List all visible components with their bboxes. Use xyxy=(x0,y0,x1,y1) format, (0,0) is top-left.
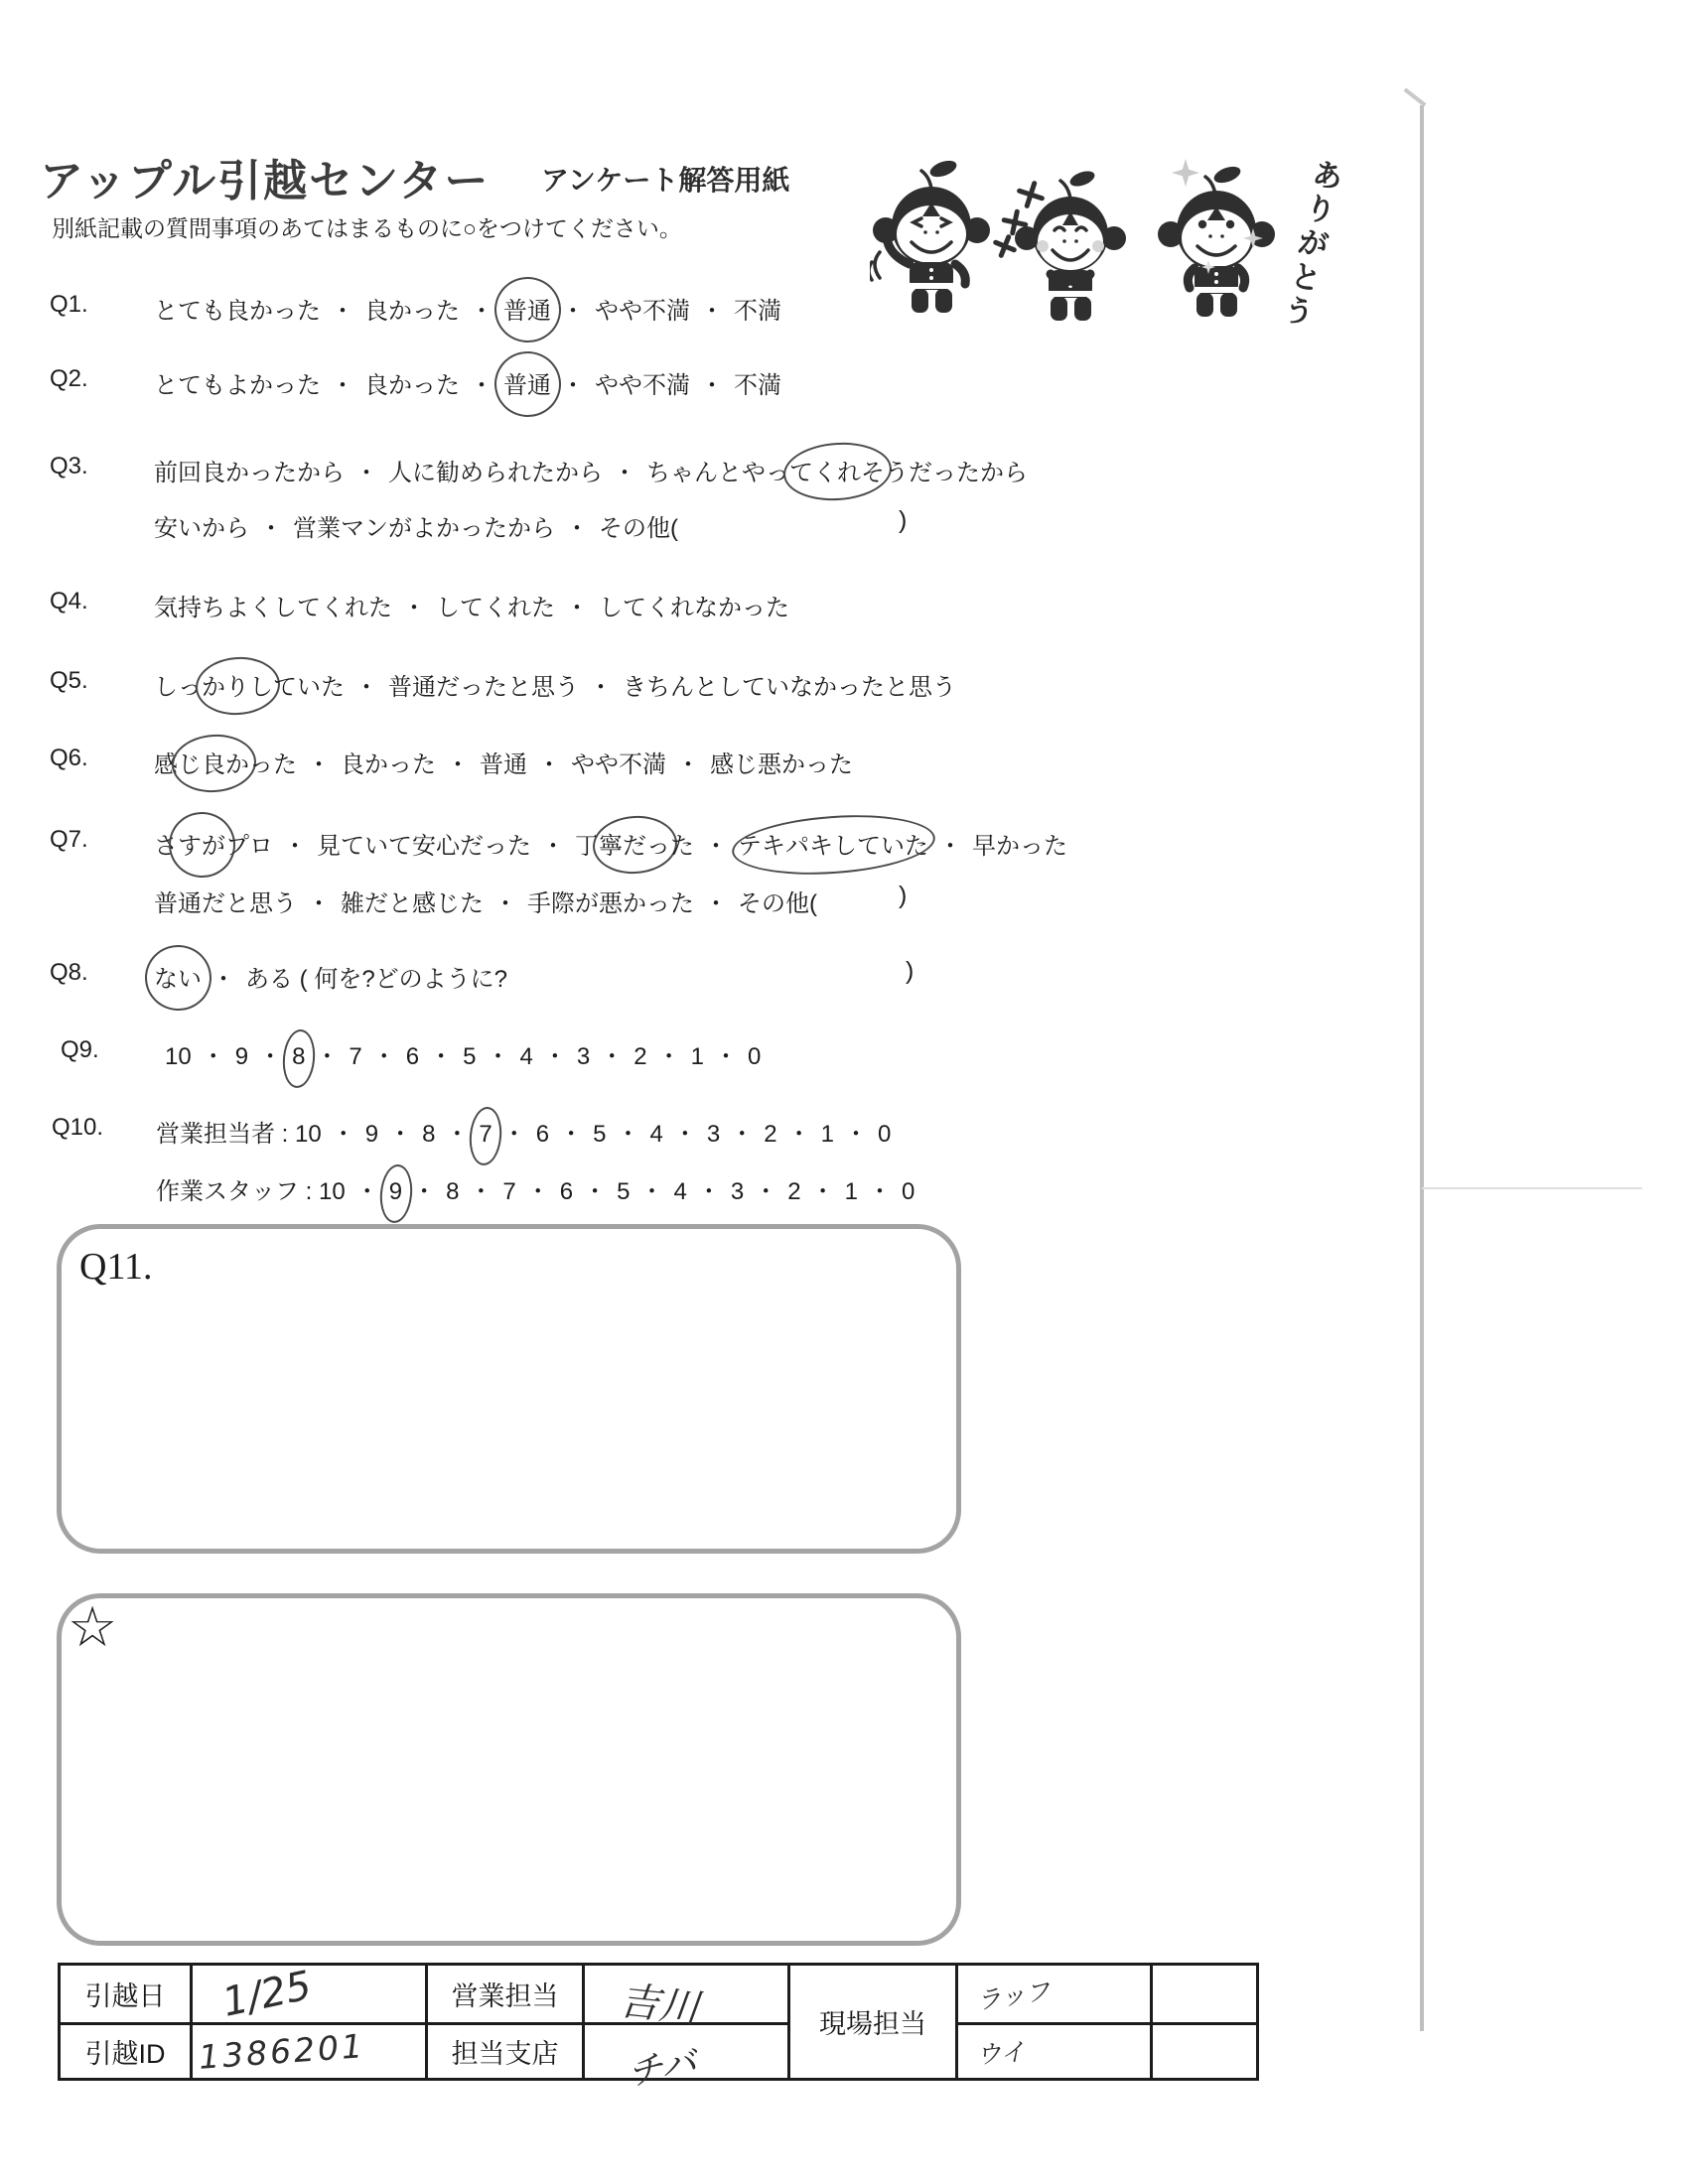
option-separator: ・ xyxy=(331,1121,355,1148)
option-text: 10 xyxy=(165,1043,192,1070)
option-separator: ・ xyxy=(537,751,561,778)
option-separator: ・ xyxy=(713,1043,738,1070)
option-text: 人に勧められたから xyxy=(388,460,603,486)
option-text: 丁 xyxy=(575,833,599,860)
question-line-q7b xyxy=(154,884,817,918)
option-text: 2 xyxy=(787,1178,801,1205)
option-separator: ・ xyxy=(315,1043,340,1070)
circled-answer: 寧だっ xyxy=(599,826,670,861)
question-line-q10b xyxy=(156,1171,914,1206)
scan-artifact-horizontal-line xyxy=(1422,1187,1642,1189)
option-text: 営業担当者 : 10 xyxy=(156,1121,322,1148)
option-separator: ・ xyxy=(331,298,354,325)
question-line-q8 xyxy=(50,959,508,994)
option-separator: ・ xyxy=(656,1043,681,1070)
option-separator: ・ xyxy=(470,298,493,325)
question-number: Q5. xyxy=(50,667,88,694)
option-separator: ・ xyxy=(354,460,378,486)
option-text: 0 xyxy=(747,1043,762,1070)
question-line-q6 xyxy=(50,745,853,779)
option-text: 1 xyxy=(690,1043,704,1070)
option-text: 9 xyxy=(234,1043,249,1070)
branch-handwritten-value: チバ xyxy=(624,2041,700,2095)
move-date-handwritten-value: 1/25 xyxy=(218,1962,316,2026)
site-staff-handwritten-value-1: ラッフ xyxy=(974,1976,1053,2015)
question-line-q3b xyxy=(154,508,678,543)
question-line-q7a xyxy=(50,826,1067,861)
option-separator: ・ xyxy=(402,595,426,621)
question-line-q1 xyxy=(50,291,781,326)
option-text: 4 xyxy=(519,1043,533,1070)
option-text: 2 xyxy=(764,1121,777,1148)
site-staff-top-cell xyxy=(957,1965,1152,2024)
option-text: 良かった xyxy=(364,298,460,325)
sales-rep-handwritten-value: 吉川 xyxy=(617,1978,701,2032)
option-separator: ・ xyxy=(259,515,283,542)
option-text: とても良かった xyxy=(154,298,321,325)
empty-cell xyxy=(1152,1965,1258,2024)
circled-answer: 7 xyxy=(479,1121,492,1148)
monkey-mascot-waving-icon xyxy=(870,157,993,328)
option-text: 3 xyxy=(576,1043,591,1070)
option-separator: ・ xyxy=(589,674,613,701)
option-text: った xyxy=(249,751,297,778)
option-separator: ・ xyxy=(541,833,565,860)
option-separator: ・ xyxy=(754,1178,778,1205)
circled-answer: ない xyxy=(154,959,202,994)
branch-label: 担当支店 xyxy=(427,2024,584,2080)
option-text: 5 xyxy=(593,1121,607,1148)
option-separator: ・ xyxy=(810,1178,835,1205)
option-separator: ・ xyxy=(525,1178,550,1205)
site-staff-handwritten-value-2: ウイ xyxy=(975,2036,1027,2070)
option-text: 作業スタッフ : 10 xyxy=(156,1178,346,1205)
circled-answer: すが xyxy=(178,826,225,861)
option-separator: ・ xyxy=(704,890,728,917)
q11-label: Q11. xyxy=(79,1246,153,1288)
sparkle-icon xyxy=(1243,228,1263,248)
option-text: 普通 xyxy=(480,751,527,778)
option-separator: ・ xyxy=(354,674,378,701)
option-separator: ・ xyxy=(331,372,354,399)
option-text: 4 xyxy=(649,1121,663,1148)
option-separator: ・ xyxy=(561,298,585,325)
option-separator: ・ xyxy=(486,1043,510,1070)
option-text: その他( xyxy=(599,515,678,542)
option-separator: ・ xyxy=(676,751,700,778)
option-text: やや不満 xyxy=(595,298,690,325)
option-separator: ・ xyxy=(211,966,235,993)
instruction-text: 別紙記載の質問事項のあてはまるものに○をつけてください。 xyxy=(52,215,682,241)
option-text: 感 xyxy=(154,751,178,778)
option-text: やや不満 xyxy=(571,751,666,778)
option-text: 良かった xyxy=(364,372,460,399)
option-text: とてもよかった xyxy=(154,372,321,399)
circled-answer: テキパキしていた xyxy=(738,826,928,861)
option-text: プロ xyxy=(225,833,273,860)
option-separator: ・ xyxy=(730,1121,755,1148)
move-date-cell xyxy=(192,1962,427,2026)
footer-table xyxy=(58,1962,1259,2095)
question-number: Q7. xyxy=(50,826,88,853)
option-text: 6 xyxy=(405,1043,420,1070)
option-text: 0 xyxy=(877,1121,892,1148)
question-number: Q1. xyxy=(50,291,88,318)
option-separator: ・ xyxy=(616,1121,640,1148)
option-separator: ・ xyxy=(583,1178,608,1205)
option-separator: ・ xyxy=(867,1178,892,1205)
option-separator: ・ xyxy=(613,460,636,486)
option-text: 5 xyxy=(463,1043,477,1070)
circled-answer: 普通 xyxy=(503,365,551,400)
question-number: Q10. xyxy=(52,1114,104,1141)
option-separator: ・ xyxy=(704,833,728,860)
option-text: 1 xyxy=(820,1121,834,1148)
option-text: うだったから xyxy=(885,460,1028,486)
option-text: 営業マンがよかったから xyxy=(293,515,555,542)
option-separator: ・ xyxy=(371,1043,396,1070)
option-separator: ・ xyxy=(542,1043,567,1070)
question-line-q5 xyxy=(50,667,956,702)
circled-answer: じ良か xyxy=(178,745,249,779)
option-text: さ xyxy=(154,833,178,860)
option-text: 1 xyxy=(844,1178,858,1205)
option-separator: ・ xyxy=(786,1121,811,1148)
move-id-cell xyxy=(192,2024,427,2080)
option-separator: ・ xyxy=(493,890,517,917)
option-separator: ・ xyxy=(700,372,724,399)
empty-cell xyxy=(1152,2024,1258,2080)
option-text: 6 xyxy=(559,1178,574,1205)
option-text: 7 xyxy=(502,1178,516,1205)
option-text: 9 xyxy=(364,1121,379,1148)
option-text: ていた xyxy=(273,674,345,701)
option-text: ある ( 何を?どのように? xyxy=(245,966,508,993)
option-text: ちゃんとやっ xyxy=(646,460,789,486)
option-separator: ・ xyxy=(429,1043,454,1070)
thank-you-handwritten-note: ありがとう xyxy=(1275,155,1345,333)
option-separator: ・ xyxy=(565,515,589,542)
site-staff-label: 現場担当 xyxy=(789,1965,957,2080)
circled-answer: てくれそ xyxy=(789,453,885,487)
option-text: 8 xyxy=(446,1178,460,1205)
option-separator: ・ xyxy=(446,751,470,778)
question-number: Q2. xyxy=(50,365,88,392)
option-separator: ・ xyxy=(600,1043,625,1070)
sales-rep-label: 営業担当 xyxy=(427,1965,584,2024)
option-text: やや不満 xyxy=(595,372,690,399)
option-separator: ・ xyxy=(469,1178,493,1205)
option-text: た xyxy=(670,833,694,860)
move-id-handwritten-value: 1386201 xyxy=(197,2026,367,2077)
option-text: してくれなかった xyxy=(599,595,789,621)
option-text: 手際が悪かった xyxy=(527,890,694,917)
option-text: 4 xyxy=(673,1178,687,1205)
option-text: 雑だと感じた xyxy=(341,890,484,917)
question-line-q3a xyxy=(50,453,1028,487)
monkey-mascot-happy-icon xyxy=(1013,169,1128,332)
question-number: Q6. xyxy=(50,745,88,771)
option-separator: ・ xyxy=(388,1121,413,1148)
question-line-q2 xyxy=(50,365,781,400)
option-separator: ・ xyxy=(501,1121,526,1148)
option-separator: ・ xyxy=(283,833,307,860)
star-icon: ☆ xyxy=(68,1595,118,1658)
question-line-q4 xyxy=(50,588,789,622)
question-number: Q8. xyxy=(50,959,88,986)
option-separator: ・ xyxy=(307,890,331,917)
option-text: 気持ちよくしてくれた xyxy=(154,595,392,621)
option-text: 2 xyxy=(633,1043,647,1070)
option-text: 前回良かったから xyxy=(154,460,345,486)
scan-artifact-curve xyxy=(1404,87,1427,106)
option-separator: ・ xyxy=(307,751,331,778)
sparkle-icon xyxy=(1172,159,1199,187)
option-separator: ・ xyxy=(672,1121,697,1148)
circled-answer: 9 xyxy=(388,1178,403,1205)
option-separator: ・ xyxy=(843,1121,868,1148)
scan-artifact-vertical-line xyxy=(1420,105,1424,2031)
company-title: アップル引越センター xyxy=(40,157,491,205)
option-separator: ・ xyxy=(470,372,493,399)
option-text: 3 xyxy=(706,1121,721,1148)
option-separator: ・ xyxy=(258,1043,283,1070)
option-text: 感じ悪かった xyxy=(710,751,853,778)
option-text: 普通だったと思う xyxy=(388,674,579,701)
option-text: 7 xyxy=(349,1043,362,1070)
option-text: 安いから xyxy=(154,515,249,542)
option-separator: ・ xyxy=(700,298,724,325)
option-text: 普通だと思う xyxy=(154,890,297,917)
circled-answer: 8 xyxy=(292,1043,306,1070)
form-subtitle: アンケート解答用紙 xyxy=(541,165,790,196)
star-comment-box xyxy=(57,1593,961,1946)
sales-rep-cell xyxy=(584,1965,789,2032)
option-separator: ・ xyxy=(412,1178,437,1205)
option-text: 不満 xyxy=(734,298,781,325)
option-text: その他( xyxy=(738,890,817,917)
option-text: 良かった xyxy=(341,751,436,778)
option-text: 5 xyxy=(617,1178,631,1205)
option-separator: ・ xyxy=(201,1043,225,1070)
option-text: してくれた xyxy=(436,595,555,621)
question-number: Q9. xyxy=(61,1036,99,1063)
option-text: きちんとしていなかったと思う xyxy=(623,674,956,701)
circled-answer: かりし xyxy=(202,667,273,702)
option-text: 8 xyxy=(422,1121,436,1148)
site-staff-bottom-cell xyxy=(957,2024,1152,2080)
option-separator: ・ xyxy=(445,1121,470,1148)
option-text: しっ xyxy=(154,674,202,701)
question-number: Q4. xyxy=(50,588,88,614)
option-separator: ・ xyxy=(639,1178,664,1205)
option-text: 早かった xyxy=(972,833,1067,860)
sparkle-icon xyxy=(1201,260,1215,274)
move-id-label: 引越ID xyxy=(60,2024,192,2080)
option-separator: ・ xyxy=(559,1121,584,1148)
move-date-label: 引越日 xyxy=(60,1965,192,2024)
option-separator: ・ xyxy=(696,1178,721,1205)
q8-detail-close-paren: ) xyxy=(906,957,914,985)
branch-cell xyxy=(584,2024,789,2095)
q7-other-close-paren: ) xyxy=(899,882,908,909)
table-row xyxy=(60,2024,1258,2080)
question-line-q9 xyxy=(61,1036,762,1071)
option-separator: ・ xyxy=(938,833,962,860)
option-text: 0 xyxy=(901,1178,915,1205)
q3-other-close-paren: ) xyxy=(899,506,908,534)
q11-comment-box xyxy=(57,1224,961,1554)
option-text: 6 xyxy=(535,1121,550,1148)
option-text: 見ていて安心だった xyxy=(317,833,531,860)
option-separator: ・ xyxy=(561,372,585,399)
option-text: 3 xyxy=(730,1178,745,1205)
question-line-q10a xyxy=(52,1114,892,1149)
option-separator: ・ xyxy=(565,595,589,621)
question-number: Q3. xyxy=(50,453,88,479)
option-text: 不満 xyxy=(734,372,781,399)
circled-answer: 普通 xyxy=(503,291,551,326)
option-separator: ・ xyxy=(354,1178,379,1205)
table-row xyxy=(60,1965,1258,2024)
